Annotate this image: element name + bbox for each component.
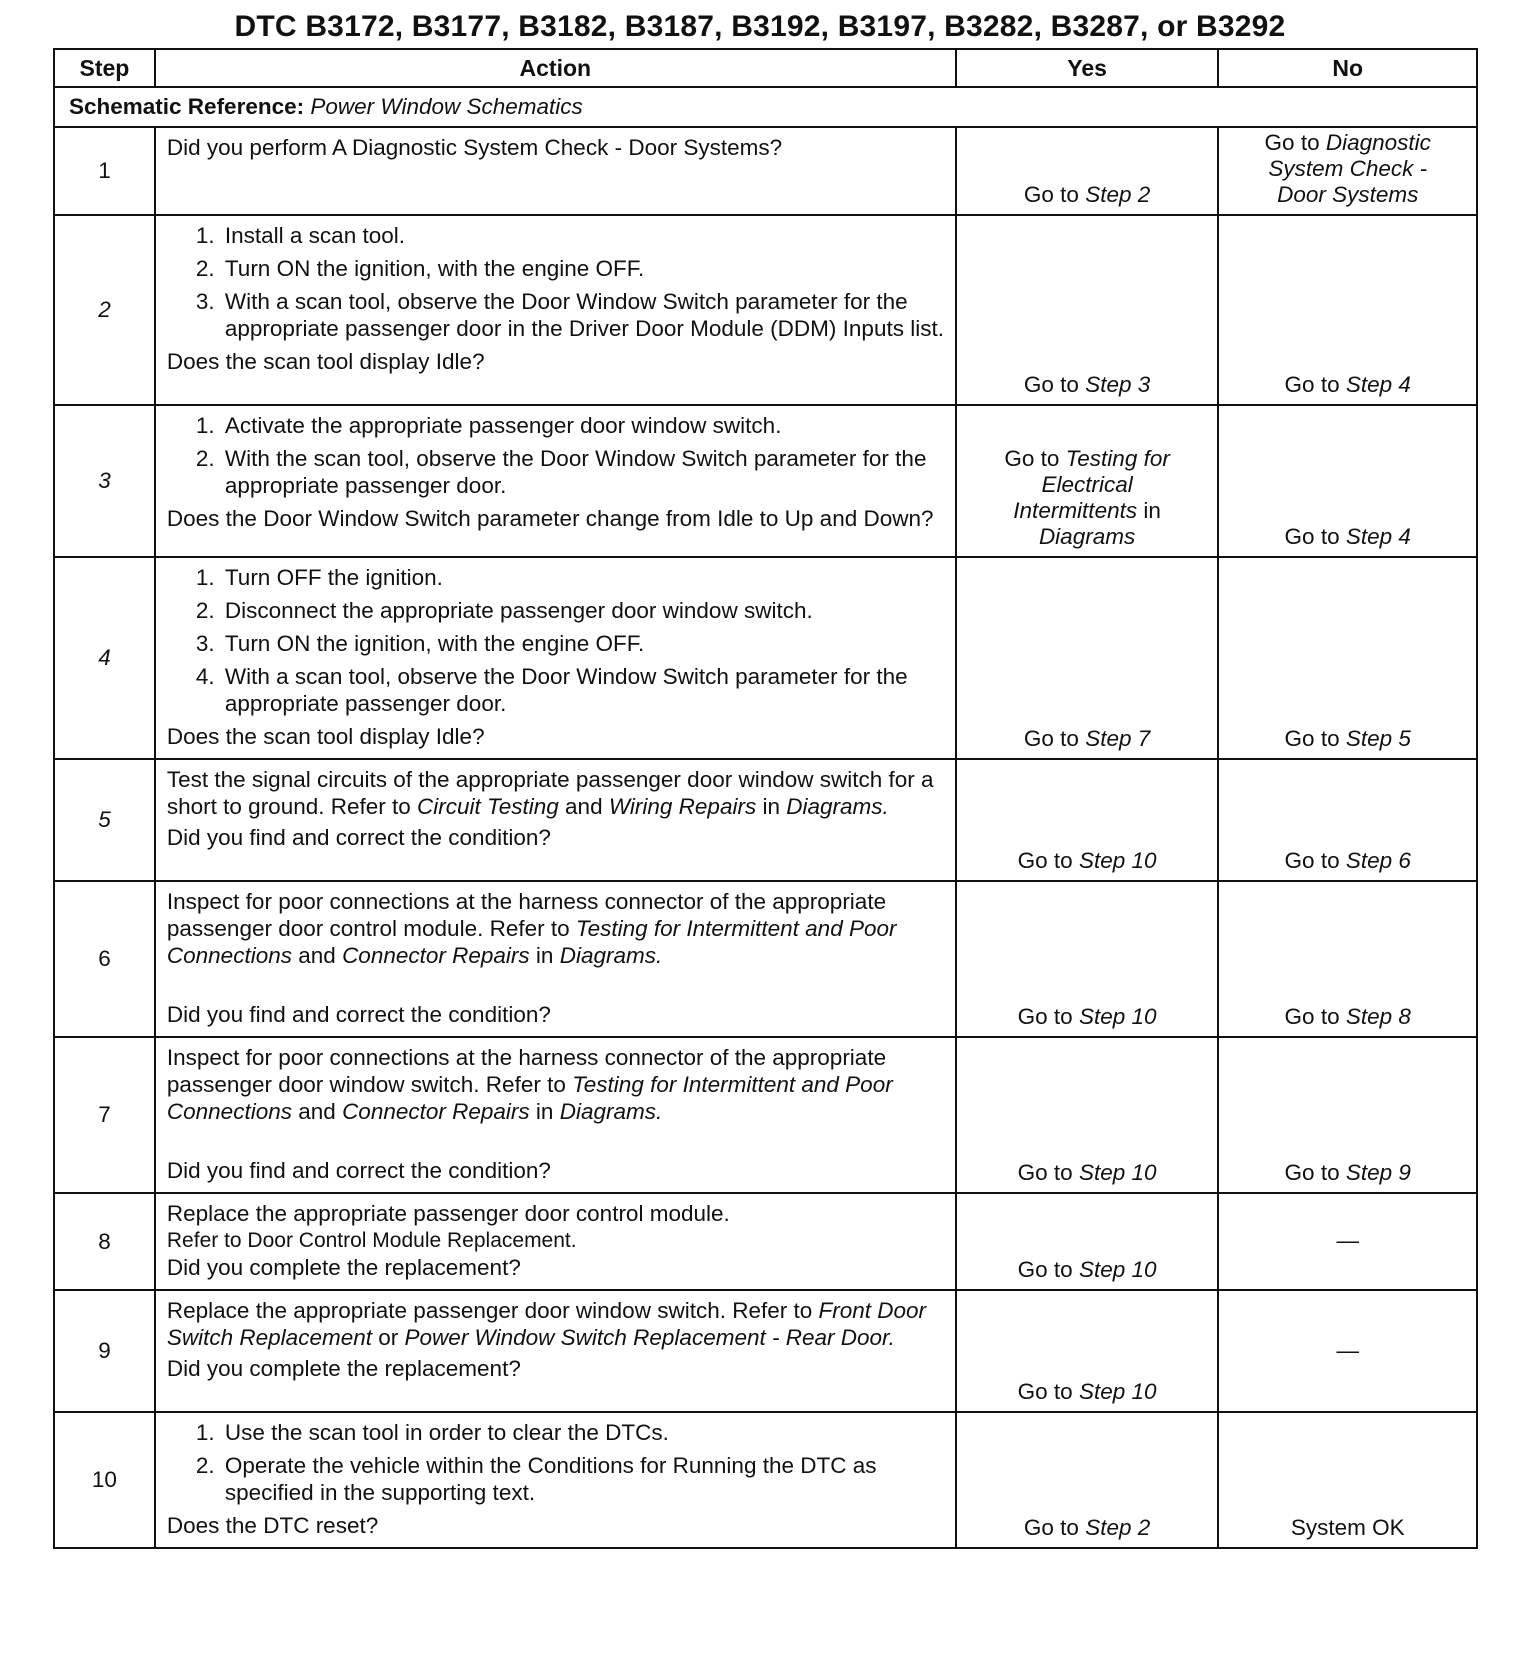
yes-result xyxy=(956,881,1219,1037)
step-number xyxy=(54,405,155,557)
reference-link[interactable]: Diagrams. xyxy=(559,1099,663,1124)
or-text: or xyxy=(378,1325,399,1350)
go-to-text: Go to xyxy=(1284,848,1340,873)
step-question: Does the scan tool display Idle? xyxy=(166,724,485,749)
and-text: and xyxy=(298,1099,336,1124)
yes-link[interactable]: Step 10 xyxy=(1078,1160,1157,1185)
table-row xyxy=(54,1037,1477,1193)
step-number: 7 xyxy=(54,1037,155,1193)
header-row xyxy=(54,49,1477,87)
go-to-text: Go to xyxy=(1023,1515,1079,1540)
reference-link[interactable]: Diagrams. xyxy=(559,943,663,968)
list-item: 3. Turn ON the ignition, with the engine OFF. xyxy=(221,630,945,657)
table-row xyxy=(54,405,1477,557)
yes-result xyxy=(956,1037,1219,1193)
yes-result xyxy=(956,405,1219,557)
no-result xyxy=(1218,557,1477,759)
step-question: Does the scan tool display Idle? xyxy=(166,349,485,374)
no-result xyxy=(1218,405,1477,557)
go-to-text: Go to xyxy=(1284,1160,1340,1185)
instruction-list xyxy=(167,222,945,342)
no-link[interactable]: Diagnostic xyxy=(1325,130,1431,155)
in-text: in xyxy=(535,943,554,968)
no-link[interactable]: Step 4 xyxy=(1345,372,1411,397)
table-row xyxy=(54,1290,1477,1412)
yes-link[interactable]: Testing for xyxy=(1065,446,1170,471)
instruction-text: Inspect for poor connections at the harness connector of the appropriate passenger door control module. Refer to xyxy=(166,889,887,941)
yes-link[interactable]: Intermittents xyxy=(1013,498,1138,523)
step-number: 10 xyxy=(54,1412,155,1548)
step-number xyxy=(54,759,155,881)
list-item: 4. With a scan tool, observe the Door Window Switch parameter for the appropriate passenger door. xyxy=(221,663,945,717)
go-to-text: Go to xyxy=(1284,372,1340,397)
table-row xyxy=(54,127,1477,215)
go-to-text: Go to xyxy=(1023,726,1079,751)
step-number-text: 4 xyxy=(98,645,111,670)
reference-link[interactable]: Connector Repairs xyxy=(342,943,530,968)
no-result: — xyxy=(1218,1290,1477,1412)
no-link[interactable]: Step 6 xyxy=(1345,848,1411,873)
instruction-text: Inspect for poor connections at the harness connector of the appropriate passenger door window switch. Refer to xyxy=(166,1045,887,1097)
yes-result xyxy=(956,127,1219,215)
go-to-text: Go to xyxy=(1264,130,1320,155)
table-row xyxy=(54,1193,1477,1290)
go-to-text: Go to xyxy=(1284,1004,1340,1029)
list-item: 1. Install a scan tool. xyxy=(221,222,945,249)
in-text: in xyxy=(535,1099,554,1124)
no-link[interactable]: Door Systems xyxy=(1277,182,1419,207)
reference-link[interactable]: Testing for Intermittent and Poor Connections xyxy=(166,1072,893,1124)
go-to-text: Go to xyxy=(1017,1257,1073,1282)
no-link[interactable]: Step 5 xyxy=(1345,726,1411,751)
yes-link[interactable]: Step 10 xyxy=(1078,1257,1157,1282)
step-question: Did you perform A Diagnostic System Check - Door Systems? xyxy=(166,135,783,160)
yes-link[interactable]: Step 7 xyxy=(1085,726,1151,751)
no-result xyxy=(1218,1037,1477,1193)
go-to-text: Go to xyxy=(1017,848,1073,873)
step-instruction xyxy=(167,766,945,820)
yes-link[interactable]: Electrical xyxy=(1041,472,1133,497)
step-question: Does the DTC reset? xyxy=(166,1513,379,1538)
go-to-text: Go to xyxy=(1284,524,1340,549)
table-row xyxy=(54,1412,1477,1548)
reference-link[interactable]: Wiring Repairs xyxy=(608,794,757,819)
list-item: 2. Disconnect the appropriate passenger door window switch. xyxy=(221,597,945,624)
step-action xyxy=(155,1037,956,1193)
reference-link[interactable]: Power Window Switch Replacement - Rear Door. xyxy=(404,1325,895,1350)
reference-link[interactable]: Testing for Intermittent and Poor Connections xyxy=(166,916,897,968)
no-result xyxy=(1218,215,1477,405)
no-result: — xyxy=(1218,1193,1477,1290)
step-question: Did you complete the replacement? xyxy=(166,1356,521,1381)
step-question: Did you find and correct the condition? xyxy=(166,1158,551,1183)
yes-result xyxy=(956,759,1219,881)
header-step: Step xyxy=(54,49,155,87)
step-number xyxy=(54,215,155,405)
step-number: 6 xyxy=(54,881,155,1037)
step-instruction xyxy=(167,1297,945,1351)
table-row xyxy=(54,215,1477,405)
reference-link[interactable]: Diagrams. xyxy=(786,794,889,819)
no-result xyxy=(1218,881,1477,1037)
step-instruction: Replace the appropriate passenger door control module. xyxy=(166,1201,730,1226)
go-to-text: Go to xyxy=(1017,1004,1073,1029)
go-to-text: Go to xyxy=(1284,726,1340,751)
instruction-list xyxy=(167,1419,945,1506)
step-instruction: Refer to Door Control Module Replacement. xyxy=(166,1229,577,1252)
page-title: DTC B3172, B3177, B3182, B3187, B3192, B3197, B3282, B3287, or B3292 xyxy=(234,10,1286,43)
yes-result xyxy=(956,557,1219,759)
list-item: 1. Turn OFF the ignition. xyxy=(221,564,945,591)
schematic-row xyxy=(54,87,1477,127)
in-text: in xyxy=(762,794,780,819)
no-link[interactable]: Step 9 xyxy=(1345,1160,1411,1185)
reference-link[interactable]: Front Door Switch Replacement xyxy=(166,1298,927,1350)
step-action xyxy=(155,405,956,557)
go-to-text: Go to xyxy=(1004,446,1060,471)
list-item: 1. Activate the appropriate passenger door window switch. xyxy=(221,412,945,439)
step-question: Did you find and correct the condition? xyxy=(166,825,551,850)
yes-link[interactable]: Step 3 xyxy=(1085,372,1151,397)
yes-result xyxy=(956,1290,1219,1412)
no-result xyxy=(1218,127,1477,215)
step-number: 9 xyxy=(54,1290,155,1412)
yes-link[interactable]: Step 2 xyxy=(1085,1515,1151,1540)
header-action: Action xyxy=(155,49,956,87)
table-row xyxy=(54,557,1477,759)
go-to-text: Go to xyxy=(1023,372,1079,397)
instruction-text: Test the signal circuits of the appropriate passenger door window switch for a short to ground. Refer to xyxy=(166,767,934,819)
yes-result xyxy=(956,1193,1219,1290)
list-item: 2. Operate the vehicle within the Conditions for Running the DTC as specified in the supporting text. xyxy=(221,1452,945,1506)
yes-link[interactable]: Step 10 xyxy=(1078,848,1157,873)
step-number-text: 3 xyxy=(98,468,111,493)
instruction-list xyxy=(167,564,945,717)
schematic-link[interactable]: Power Window Schematics xyxy=(310,94,583,119)
table-row xyxy=(54,759,1477,881)
header-yes: Yes xyxy=(956,49,1219,87)
no-link[interactable]: Step 4 xyxy=(1345,524,1411,549)
step-number-text: 5 xyxy=(98,807,111,832)
instruction-text: Replace the appropriate passenger door window switch. Refer to xyxy=(166,1298,813,1323)
yes-result xyxy=(956,215,1219,405)
step-action xyxy=(155,1290,956,1412)
yes-link[interactable]: Step 2 xyxy=(1085,182,1151,207)
reference-link[interactable]: Connector Repairs xyxy=(342,1099,530,1124)
step-action xyxy=(155,759,956,881)
header-no: No xyxy=(1218,49,1477,87)
go-to-text: Go to xyxy=(1017,1160,1073,1185)
no-result xyxy=(1218,759,1477,881)
schematic-reference xyxy=(54,87,1477,127)
table-row xyxy=(54,881,1477,1037)
reference-link[interactable]: Circuit Testing xyxy=(417,794,559,819)
step-number-text: 2 xyxy=(98,297,111,322)
list-item: 1. Use the scan tool in order to clear the DTCs. xyxy=(221,1419,945,1446)
step-question: Does the Door Window Switch parameter change from Idle to Up and Down? xyxy=(166,506,934,531)
list-item: 2. Turn ON the ignition, with the engine OFF. xyxy=(221,255,945,282)
yes-link[interactable]: Step 10 xyxy=(1078,1379,1157,1404)
list-item: 3. With a scan tool, observe the Door Window Switch parameter for the appropriate passenger door in the Driver Door Module (DDM) Inputs list. xyxy=(221,288,945,342)
no-link[interactable]: System Check - xyxy=(1268,156,1428,181)
step-question: Did you complete the replacement? xyxy=(166,1255,521,1280)
in-text: in xyxy=(1143,498,1161,523)
list-item: 2. With the scan tool, observe the Door Window Switch parameter for the appropriate passenger door. xyxy=(221,445,945,499)
step-action xyxy=(155,127,956,215)
diagnostic-table xyxy=(53,48,1478,1549)
yes-result xyxy=(956,1412,1219,1548)
step-question: Did you find and correct the condition? xyxy=(166,1002,551,1027)
yes-link[interactable]: Step 10 xyxy=(1078,1004,1157,1029)
step-action xyxy=(155,215,956,405)
step-action xyxy=(155,1412,956,1548)
step-action xyxy=(155,1193,956,1290)
go-to-text: Go to xyxy=(1017,1379,1073,1404)
step-action xyxy=(155,557,956,759)
no-link[interactable]: Step 8 xyxy=(1345,1004,1411,1029)
step-instruction xyxy=(167,888,945,969)
step-action xyxy=(155,881,956,1037)
step-number: 1 xyxy=(54,127,155,215)
yes-link[interactable]: Diagrams xyxy=(1038,524,1136,549)
go-to-text: Go to xyxy=(1023,182,1079,207)
step-number: 8 xyxy=(54,1193,155,1290)
no-result: System OK xyxy=(1218,1412,1477,1548)
instruction-list xyxy=(167,412,945,499)
step-instruction xyxy=(167,1044,945,1125)
and-text: and xyxy=(298,943,336,968)
and-text: and xyxy=(565,794,603,819)
step-number xyxy=(54,557,155,759)
schematic-label: Schematic Reference: xyxy=(69,94,305,119)
